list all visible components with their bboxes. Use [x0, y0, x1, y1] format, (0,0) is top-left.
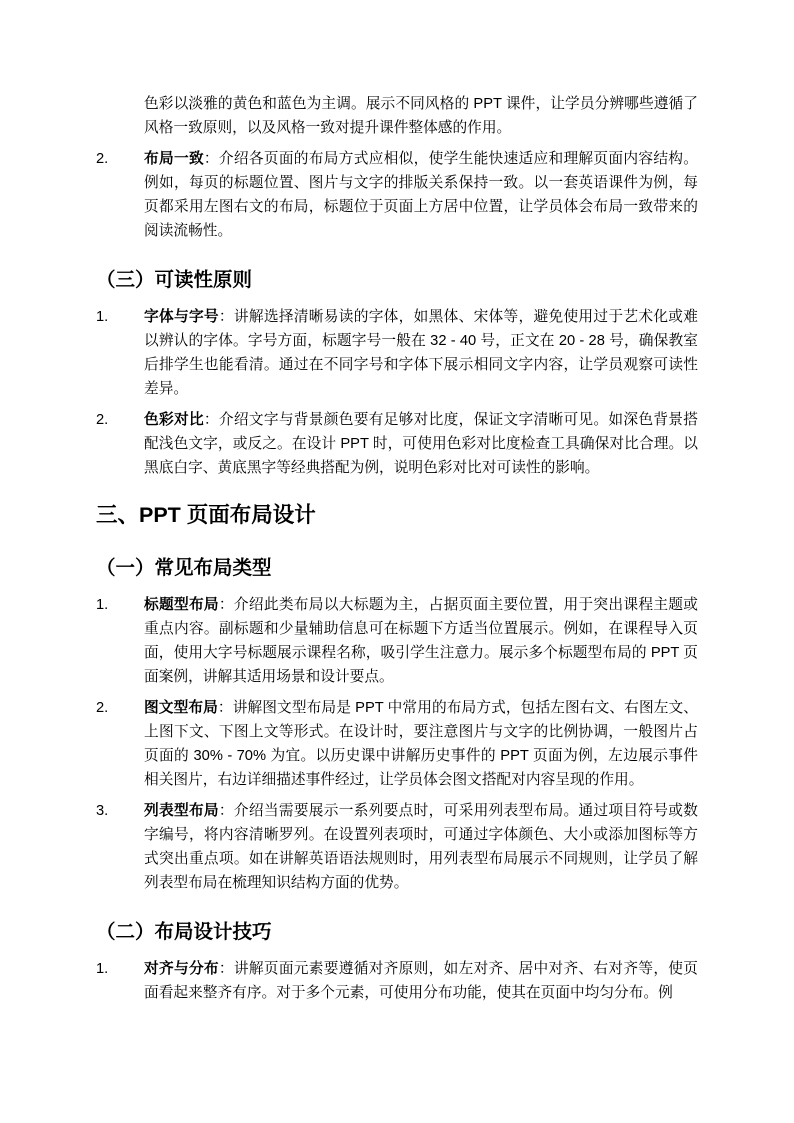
item-number: 1.: [96, 597, 109, 613]
item-description: ：讲解页面元素要遵循对齐原则，如左对齐、居中对齐、右对齐等，使页面看起来整齐有序。对于多个元素，可使用分布功能，使其在页面中均匀分布。例: [144, 961, 698, 1001]
item-label: 色彩对比: [144, 412, 204, 428]
item-label: 标题型布局: [144, 597, 219, 613]
item-number: 3.: [96, 803, 109, 819]
item-number: 2.: [96, 151, 109, 167]
item-text: [144, 305, 698, 401]
item-number: 2.: [96, 412, 109, 428]
list-item-alignment-distribution: [96, 957, 698, 1005]
item-number: 2.: [96, 700, 109, 716]
list-item-list-layout: [96, 799, 698, 895]
item-number: 1.: [96, 961, 109, 977]
continuation-paragraph: 色彩以淡雅的黄色和蓝色为主调。展示不同风格的 PPT 课件，让学员分辨哪些遵循了风格一致原则，以及风格一致对提升课件整体感的作用。: [144, 96, 698, 136]
list-item-image-text-layout: [96, 696, 698, 792]
item-text: [144, 696, 698, 792]
item-description: ：讲解选择清晰易读的字体，如黑体、宋体等，避免使用过于艺术化或难以辨认的字体。字号方面，标题字号一般在 32 - 40 号，正文在 20 - 28 号，确保教室后排学生也能看清。通过在不同字号和字体下展示相同文字内容，让学员观察可读性差异。: [144, 309, 698, 397]
item-description: ：介绍文字与背景颜色要有足够对比度，保证文字清晰可见。如深色背景搭配浅色文字，或反之。在设计 PPT 时，可使用色彩对比度检查工具确保对比合理。以黑底白字、黄底黑字等经典搭配为例，说明色彩对比对可读性的影响。: [144, 412, 698, 476]
heading-ppt-layout-design: 三、PPT 页面布局设计: [96, 503, 316, 527]
list-item-font-and-size: [96, 305, 698, 401]
item-text: [144, 957, 698, 1005]
list-item-color-contrast: [96, 408, 698, 480]
item-label: 列表型布局: [144, 803, 219, 819]
item-text: [144, 593, 698, 689]
list-item-layout-consistency: [96, 147, 698, 243]
item-label: 布局一致: [144, 151, 204, 167]
item-description: ：介绍此类布局以大标题为主，占据页面主要位置，用于突出课程主题或重点内容。副标题和少量辅助信息可在标题下方适当位置展示。例如，在课程导入页面，使用大字号标题展示课程名称，吸引学生注意力。展示多个标题型布局的 PPT 页面案例，讲解其适用场景和设计要点。: [144, 597, 698, 685]
item-number: 1.: [96, 309, 109, 325]
item-text: [144, 147, 698, 243]
heading-common-layout-types: （一）常见布局类型: [96, 557, 272, 579]
heading-layout-design-tips: （二）布局设计技巧: [96, 921, 272, 943]
item-description: ：介绍各页面的布局方式应相似，使学生能快速适应和理解页面内容结构。例如，每页的标题位置、图片与文字的排版关系保持一致。以一套英语课件为例，每页都采用左图右文的布局，标题位于页面上方居中位置，让学员体会布局一致带来的阅读流畅性。: [144, 151, 698, 239]
item-label: 图文型布局: [144, 700, 218, 716]
item-text: [144, 799, 698, 895]
item-description: ：介绍当需要展示一系列要点时，可采用列表型布局。通过项目符号或数字编号，将内容清晰罗列。在设置列表项时，可通过字体颜色、大小或添加图标等方式突出重点项。如在讲解英语语法规则时，用列表型布局展示不同规则，让学员了解列表型布局在梳理知识结构方面的优势。: [144, 803, 698, 891]
item-description: ：讲解图文型布局是 PPT 中常用的布局方式，包括左图右文、右图左文、上图下文、下图上文等形式。在设计时，要注意图片与文字的比例协调，一般图片占页面的 30% - 70% 为宜。以历史课中讲解历史事件的 PPT 页面为例，左边展示事件相关图片，右边详细描述事件经过，让学员体会图文搭配对内容呈现的作用。: [144, 700, 698, 788]
list-item-title-layout: [96, 593, 698, 689]
item-label: 对齐与分布: [144, 961, 219, 977]
item-label: 字体与字号: [144, 309, 219, 325]
item-text: [144, 408, 698, 480]
heading-readability-principle: （三）可读性原则: [96, 269, 253, 291]
